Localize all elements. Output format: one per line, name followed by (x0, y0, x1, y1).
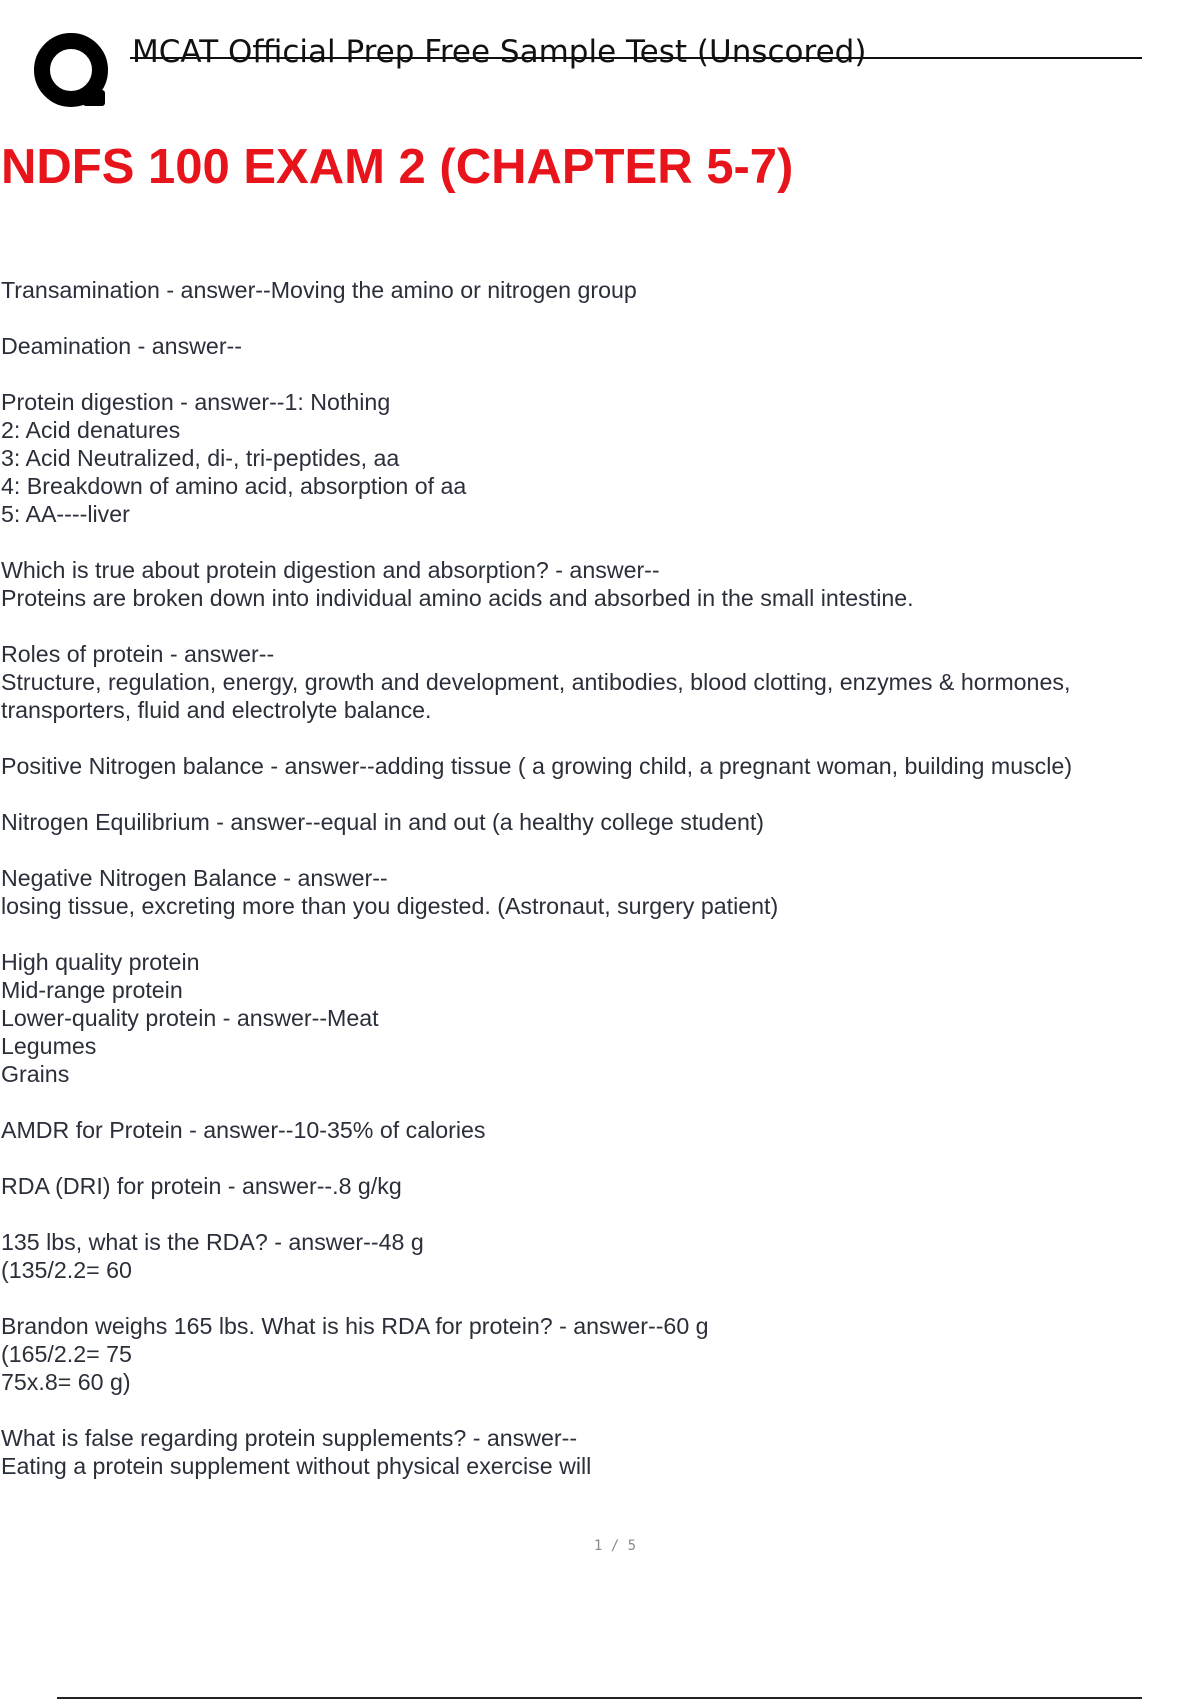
qa-item: High quality protein Mid-range protein Lower-quality protein - answer--Meat Legumes Grains (1, 949, 379, 1087)
qa-item: Positive Nitrogen balance - answer--adding tissue ( a growing child, a pregnant woman, building muscle) (1, 753, 1073, 779)
footer-rule (57, 1697, 1142, 1699)
qa-item: Brandon weighs 165 lbs. What is his RDA for protein? - answer--60 g (165/2.2= 75 75x.8= 60 g) (1, 1313, 709, 1395)
qa-item: Negative Nitrogen Balance - answer-- losing tissue, excreting more than you digested. (Astronaut, surgery patient) (1, 865, 779, 919)
qa-item: RDA (DRI) for protein - answer--.8 g/kg (1, 1173, 402, 1199)
qa-item: What is false regarding protein supplements? - answer-- Eating a protein supplement without physical exercise will (1, 1425, 592, 1479)
qa-item: Which is true about protein digestion and absorption? - answer-- Proteins are broken down into individual amino acids and absorbed in the small intestine. (1, 557, 914, 611)
qa-item: Deamination - answer-- (1, 333, 242, 359)
qa-item: 135 lbs, what is the RDA? - answer--48 g (135/2.2= 60 (1, 1229, 424, 1283)
source-title: MCAT Official Prep Free Sample Test (Unscored) (132, 34, 867, 70)
qa-item: Protein digestion - answer--1: Nothing 2: Acid denatures 3: Acid Neutralized, di-, tri-peptides, aa 4: Breakdown of amino acid, absorption of aa 5: AA----liver (1, 389, 467, 527)
qa-item: Roles of protein - answer-- Structure, regulation, energy, growth and development, antibodies, blood clotting, enzymes & hormones, transporters, fluid and electrolyte balance. (1, 641, 1071, 723)
page-header (0, 0, 1200, 120)
qa-list (1, 276, 1200, 1508)
page-indicator: 1 / 5 (593, 1538, 637, 1554)
document-title: NDFS 100 EXAM 2 (CHAPTER 5-7) (1, 140, 794, 194)
magnifier-q-logo-icon (32, 32, 112, 112)
qa-item: Nitrogen Equilibrium - answer--equal in and out (a healthy college student) (1, 809, 765, 835)
qa-item: AMDR for Protein - answer--10-35% of calories (1, 1117, 486, 1143)
qa-item: Transamination - answer--Moving the amino or nitrogen group (1, 277, 637, 303)
